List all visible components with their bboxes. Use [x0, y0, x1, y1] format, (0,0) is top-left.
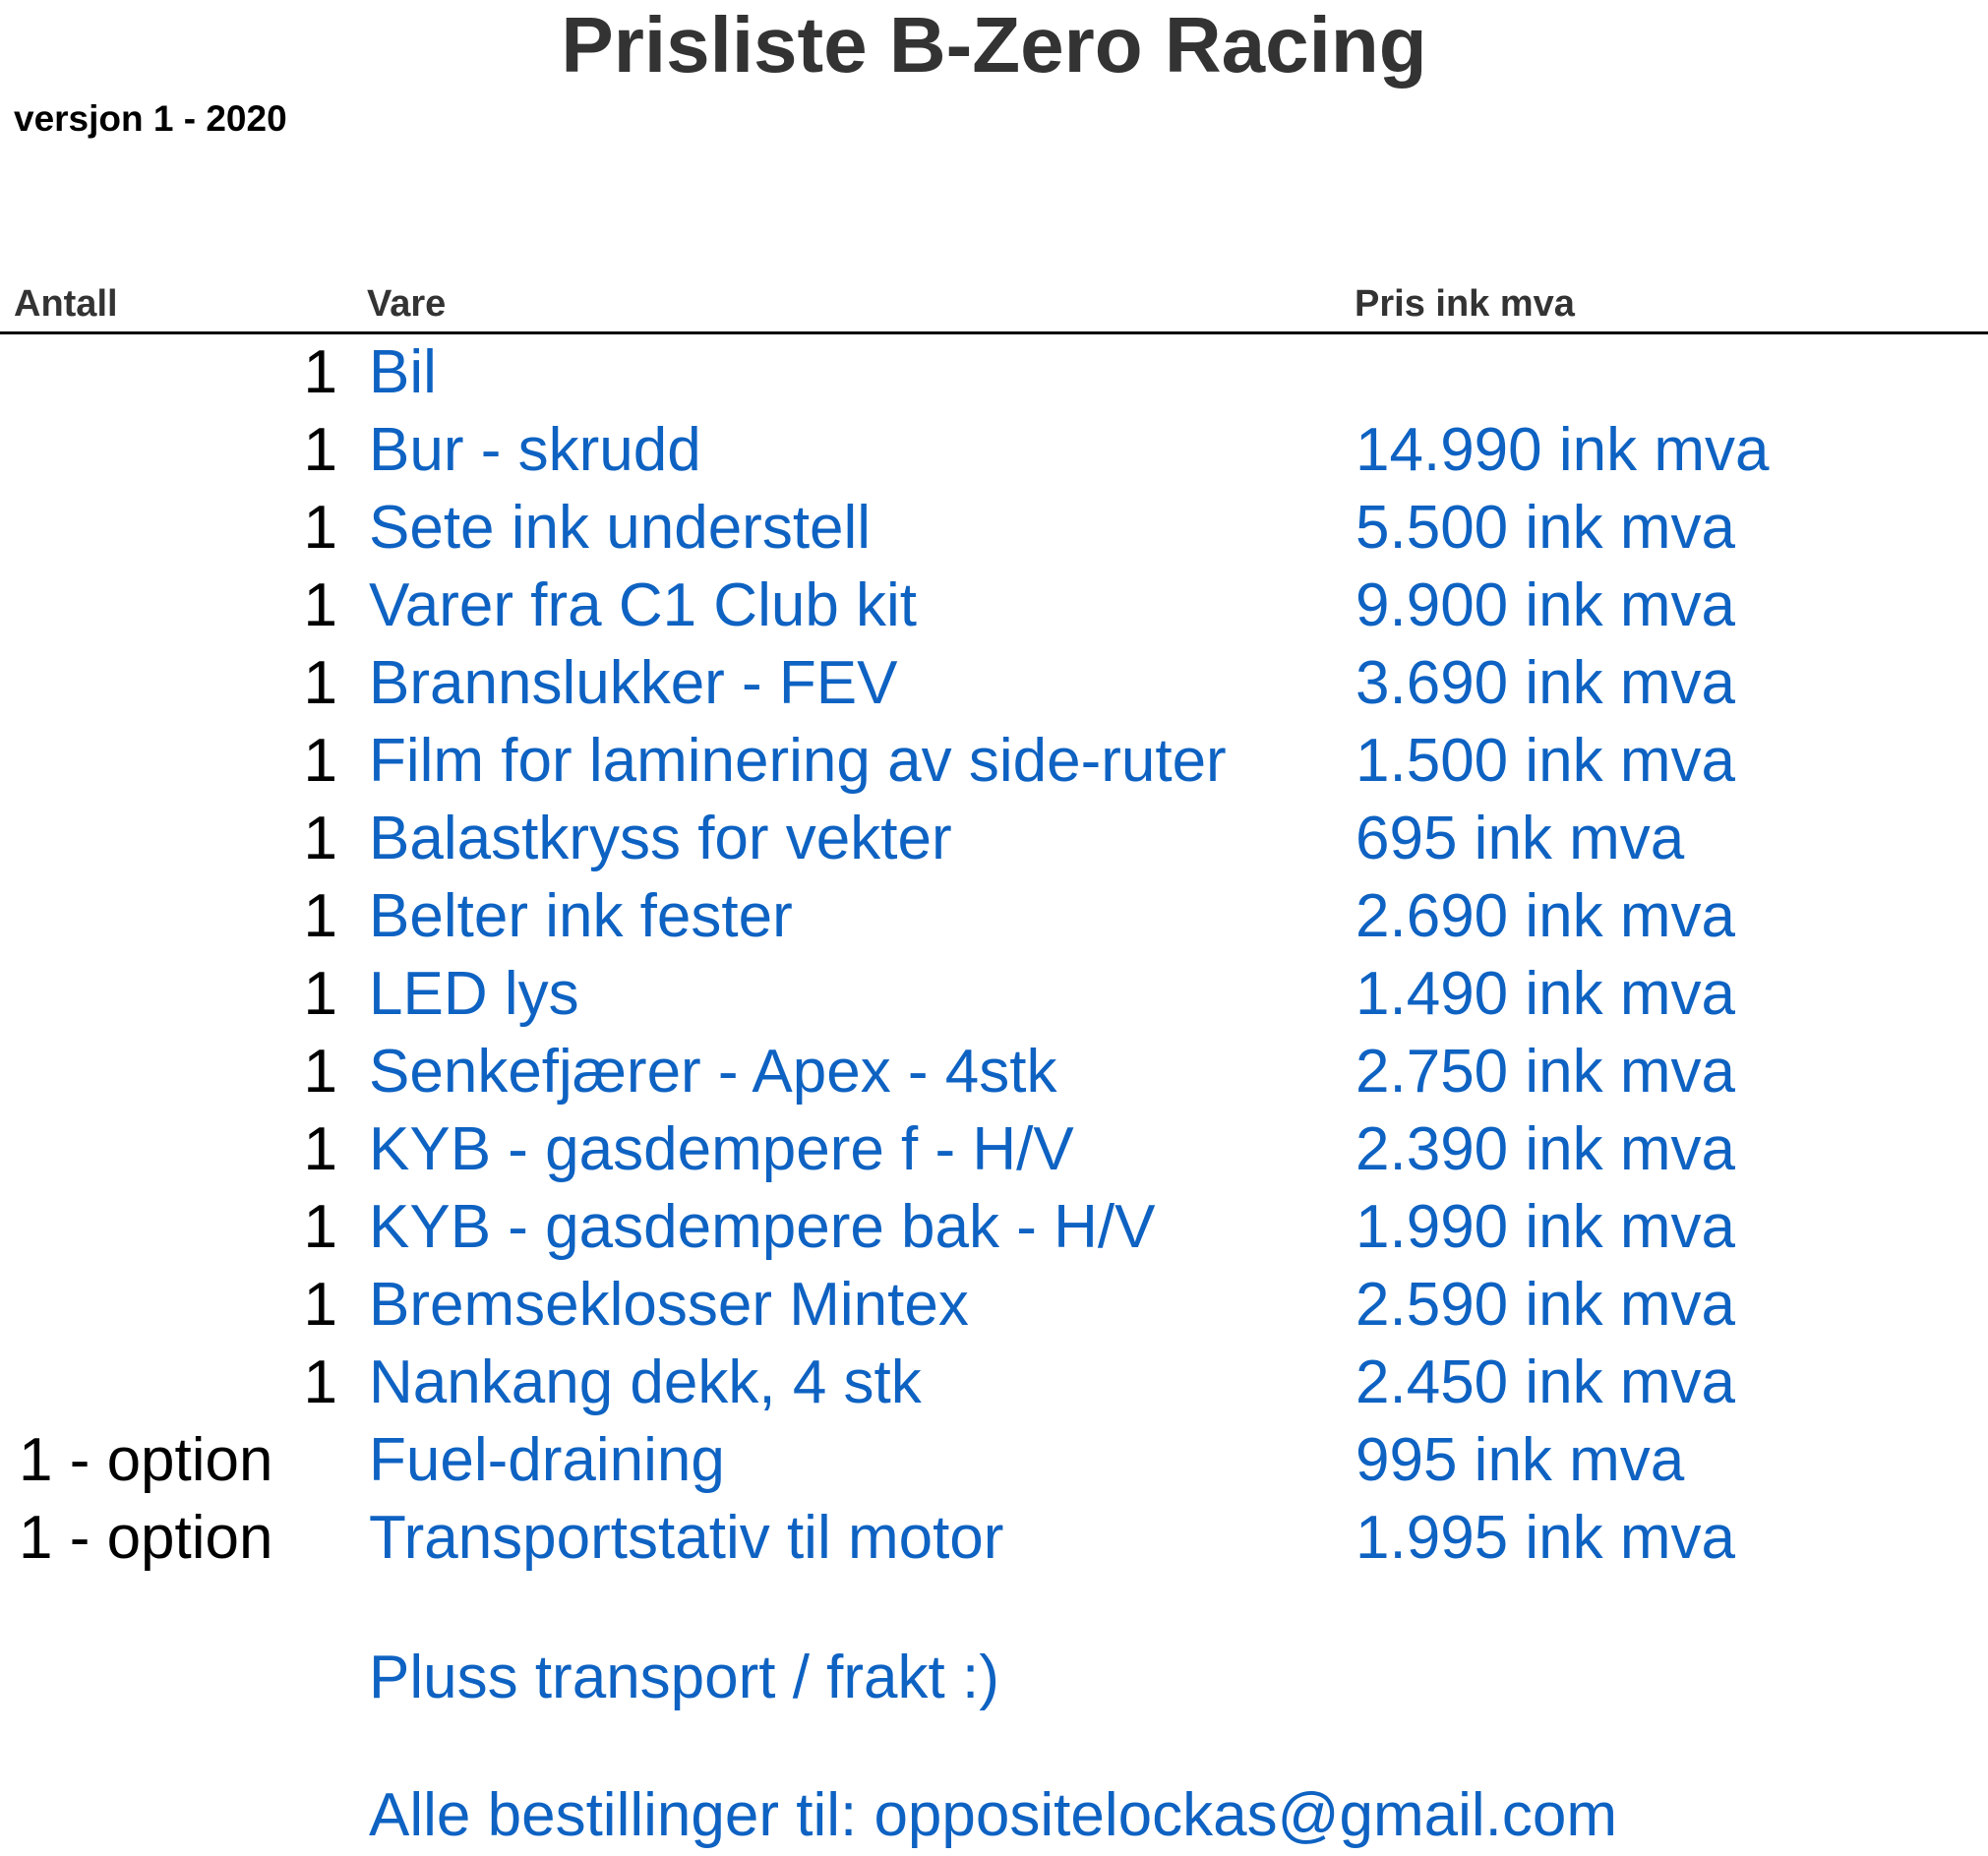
row-item: Transportstativ til motor	[369, 1504, 1004, 1572]
column-header-pris: Pris ink mva	[1355, 283, 1575, 325]
table-row	[0, 567, 1988, 644]
row-quantity: 1 - option	[19, 1426, 273, 1494]
row-item: Film for laminering av side-ruter	[369, 727, 1227, 795]
table-row	[0, 333, 1988, 411]
table-row	[0, 800, 1988, 877]
row-item: Bremseklosser Mintex	[369, 1271, 969, 1339]
row-item: KYB - gasdempere f - H/V	[369, 1115, 1074, 1183]
version-label: versjon 1 - 2020	[14, 98, 287, 139]
row-price: 2.390 ink mva	[1355, 1115, 1735, 1183]
row-price: 695 ink mva	[1355, 805, 1685, 872]
row-item: Bil	[369, 338, 437, 406]
row-item: Brannslukker - FEV	[369, 649, 898, 717]
row-quantity: 1	[303, 1193, 337, 1261]
row-quantity: 1	[303, 1038, 337, 1106]
table-row	[0, 1421, 1988, 1499]
table-row	[0, 411, 1988, 489]
row-quantity: 1	[303, 805, 337, 872]
row-price: 3.690 ink mva	[1355, 649, 1735, 717]
row-quantity: 1	[303, 571, 337, 639]
row-item: Bur - skrudd	[369, 416, 701, 484]
row-price: 2.450 ink mva	[1355, 1348, 1735, 1416]
row-price: 1.500 ink mva	[1355, 727, 1735, 795]
column-header-vare: Vare	[367, 283, 447, 325]
row-quantity: 1	[303, 494, 337, 562]
row-quantity: 1	[303, 416, 337, 484]
row-quantity: 1 - option	[19, 1504, 273, 1572]
row-price: 14.990 ink mva	[1355, 416, 1770, 484]
row-quantity: 1	[303, 727, 337, 795]
row-price: 995 ink mva	[1355, 1426, 1685, 1494]
row-price: 2.590 ink mva	[1355, 1271, 1735, 1339]
row-price: 1.490 ink mva	[1355, 960, 1735, 1028]
table-row	[0, 644, 1988, 722]
row-price: 2.690 ink mva	[1355, 882, 1735, 950]
transport-note: Pluss transport / frakt :)	[369, 1644, 999, 1711]
row-quantity: 1	[303, 1271, 337, 1339]
table-row	[0, 1344, 1988, 1421]
table-row	[0, 1033, 1988, 1110]
row-item: Nankang dekk, 4 stk	[369, 1348, 922, 1416]
row-price: 1.995 ink mva	[1355, 1504, 1735, 1572]
row-quantity: 1	[303, 960, 337, 1028]
order-contact-note: Alle bestillinger til: oppositelockas@gmail.com	[369, 1781, 1618, 1849]
row-price: 9.900 ink mva	[1355, 571, 1735, 639]
row-quantity: 1	[303, 1348, 337, 1416]
row-item: Balastkryss for vekter	[369, 805, 952, 872]
table-row	[0, 489, 1988, 567]
table-row	[0, 722, 1988, 800]
row-item: Senkefjærer - Apex - 4stk	[369, 1038, 1057, 1106]
table-row	[0, 1266, 1988, 1344]
table-row	[0, 1188, 1988, 1266]
table-row	[0, 1110, 1988, 1188]
table-row	[0, 877, 1988, 955]
row-price: 2.750 ink mva	[1355, 1038, 1735, 1106]
row-item: KYB - gasdempere bak - H/V	[369, 1193, 1156, 1261]
row-item: LED lys	[369, 960, 579, 1028]
row-item: Fuel-draining	[369, 1426, 725, 1494]
column-header-antall: Antall	[14, 283, 118, 325]
table-row	[0, 1499, 1988, 1577]
row-price: 5.500 ink mva	[1355, 494, 1735, 562]
row-quantity: 1	[303, 338, 337, 406]
row-item: Varer fra C1 Club kit	[369, 571, 918, 639]
row-quantity: 1	[303, 1115, 337, 1183]
row-item: Sete ink understell	[369, 494, 872, 562]
row-quantity: 1	[303, 882, 337, 950]
table-row	[0, 955, 1988, 1033]
page-title: Prisliste B-Zero Racing	[561, 1, 1427, 89]
row-item: Belter ink fester	[369, 882, 793, 950]
row-price: 1.990 ink mva	[1355, 1193, 1735, 1261]
row-quantity: 1	[303, 649, 337, 717]
